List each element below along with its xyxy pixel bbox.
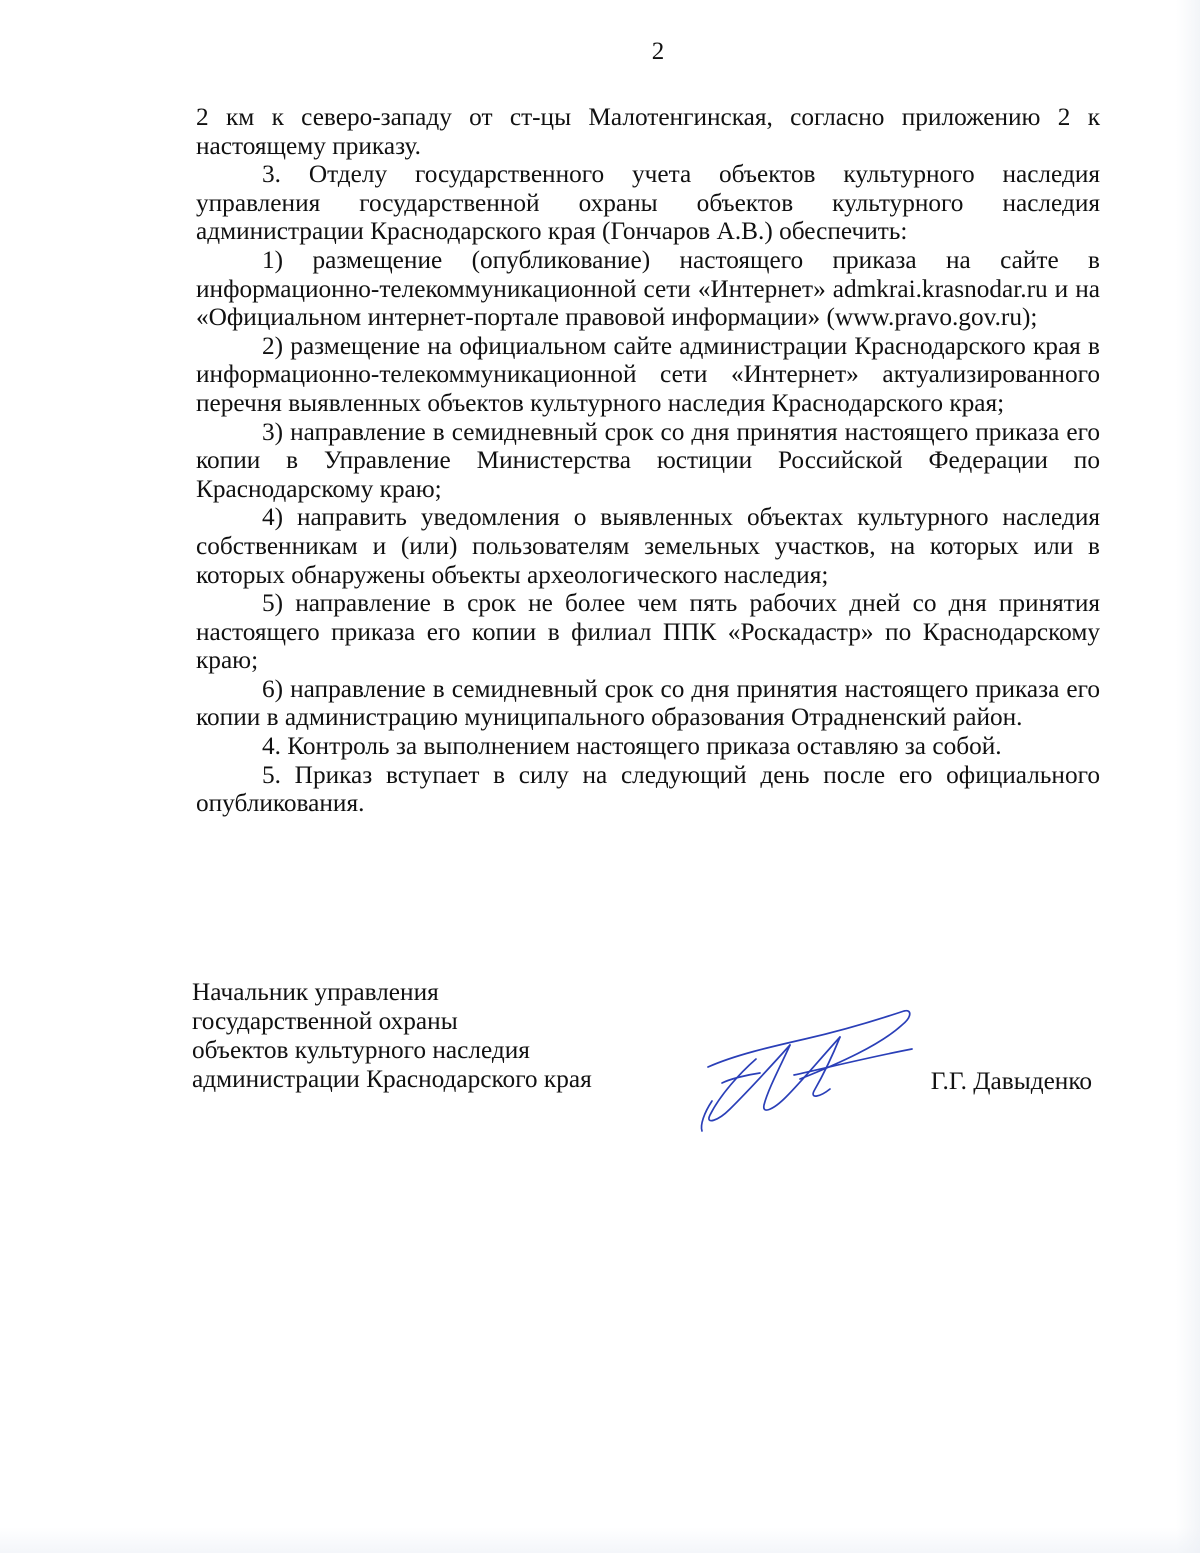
paragraph-subitem-3: 3) направление в семидневный срок со дня принятия настоящего приказа его копии в Управление Министерства юстиции Российской Федерации по Краснодарскому краю; — [196, 417, 1100, 503]
scan-edge-shading — [1176, 0, 1200, 1553]
paragraph-item-4: 4. Контроль за выполнением настоящего приказа оставляю за собой. — [262, 732, 1002, 761]
scan-bottom-shading — [0, 1527, 1200, 1553]
page-number: 2 — [651, 38, 665, 65]
signatory-position-line: Начальник управления — [192, 978, 439, 1006]
paragraph-continuation: 2 км к северо-западу от ст-цы Малотенгинская, согласно приложению 2 к настоящему приказу. — [196, 103, 1100, 160]
signatory-name: Г.Г. Давыденко — [930, 1067, 1092, 1095]
paragraph-subitem-5: 5) направление в срок не более чем пять рабочих дней со дня принятия настоящего приказа его копии в филиал ППК «Роскадастр» по Краснодарскому краю; — [196, 589, 1100, 675]
paragraph-subitem-2: 2) размещение на официальном сайте администрации Краснодарского края в информационно-телекоммуникационной сети «Интернет» актуализированного перечня выявленных объектов культурного наследия Краснодарского края; — [196, 331, 1100, 417]
signatory-position-line: объектов культурного наследия — [192, 1036, 530, 1064]
paragraph-item-5: 5. Приказ вступает в силу на следующий день после его официального опубликования. — [196, 760, 1100, 818]
paragraph-item-3: 3. Отделу государственного учета объектов культурного наследия управления государственной охраны объектов культурного наследия администрации Краснодарского края (Гончаров А.В.) обеспечить: — [196, 160, 1100, 246]
signatory-position-line: администрации Краснодарского края — [192, 1065, 592, 1093]
paragraph-subitem-4: 4) направить уведомления о выявленных объектах культурного наследия собственникам и (или) пользователям земельных участков, на которых или в которых обнаружены объекты археологического наследия; — [196, 503, 1100, 589]
handwritten-signature — [690, 1005, 920, 1135]
document-body — [196, 103, 1100, 818]
paragraph-subitem-1: 1) размещение (опубликование) настоящего приказа на сайте в информационно-телекоммуникационной сети «Интернет» admkrai.krasnodar.ru и на «Официальном интернет-портале правовой информации» (www.pravo.gov.ru); — [196, 245, 1100, 332]
signatory-position-line: государственной охраны — [192, 1007, 458, 1035]
paragraph-subitem-6: 6) направление в семидневный срок со дня принятия настоящего приказа его копии в администрацию муниципального образования Отрадненский район. — [196, 674, 1100, 732]
signatory-position — [192, 978, 592, 1094]
